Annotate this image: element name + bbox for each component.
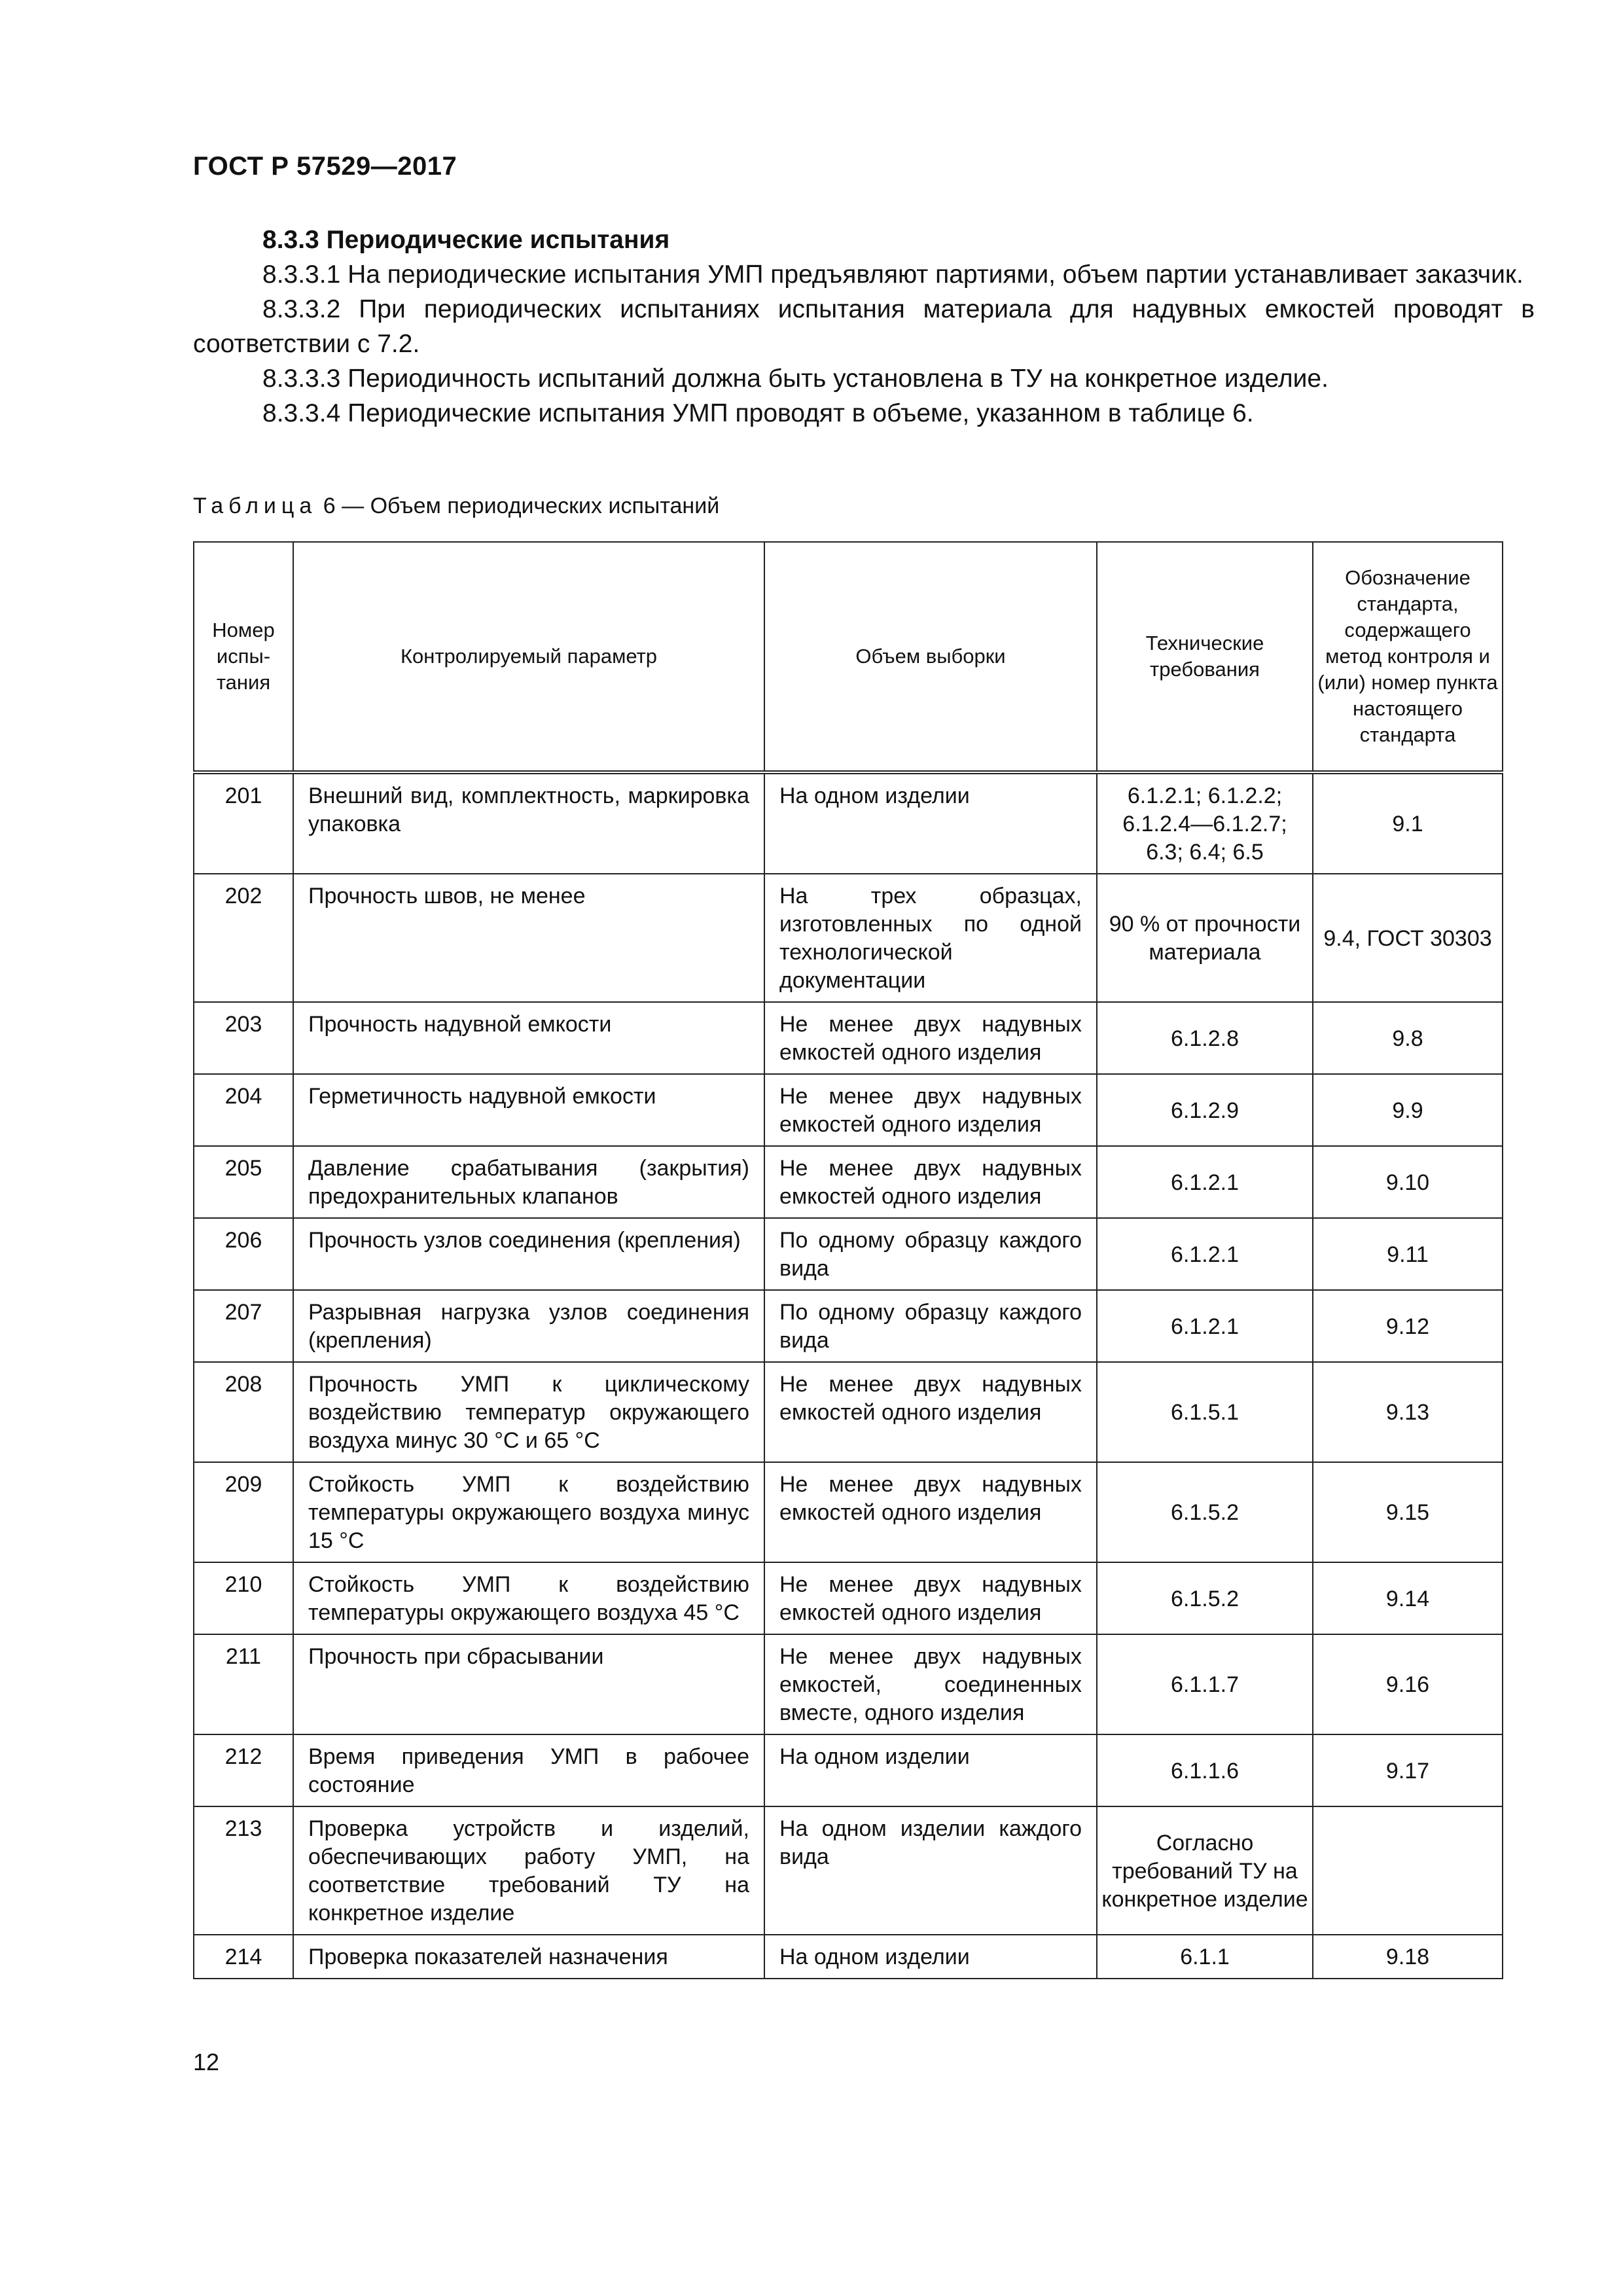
standard-reference: 9.16 — [1313, 1634, 1503, 1734]
document-code: ГОСТ Р 57529—2017 — [193, 152, 457, 181]
controlled-parameter: Давление срабатывания (закрытия) предохранительных клапанов — [293, 1146, 764, 1218]
table-header-row — [194, 542, 1503, 772]
table-row — [194, 1806, 1503, 1935]
header-sample-volume: Объем выборки — [764, 542, 1097, 772]
test-number: 206 — [194, 1218, 293, 1290]
standard-reference: 9.17 — [1313, 1734, 1503, 1806]
table-row — [194, 1362, 1503, 1462]
header-technical-requirements: Технические требования — [1097, 542, 1313, 772]
technical-requirements: 90 % от прочности материала — [1097, 874, 1313, 1002]
technical-requirements: 6.1.5.1 — [1097, 1362, 1313, 1462]
test-number: 208 — [194, 1362, 293, 1462]
table-caption — [193, 493, 719, 519]
paragraph-8-3-3-1: 8.3.3.1 На периодические испытания УМП предъявляют партиями, объем партии устанавливает заказчик. — [262, 260, 1524, 289]
test-number: 212 — [194, 1734, 293, 1806]
sample-volume: На одном изделии каждого вида — [764, 1806, 1097, 1935]
test-number: 207 — [194, 1290, 293, 1362]
technical-requirements: 6.1.1.7 — [1097, 1634, 1313, 1734]
table-caption-text: 6 — Объем периодических испытаний — [323, 493, 720, 518]
sample-volume: По одному образцу каждого вида — [764, 1290, 1097, 1362]
table-row — [194, 1146, 1503, 1218]
controlled-parameter: Прочность надувной емкости — [293, 1002, 764, 1074]
section-8-3-3 — [193, 223, 1535, 431]
standard-reference: 9.14 — [1313, 1562, 1503, 1634]
technical-requirements: 6.1.2.1; 6.1.2.2; 6.1.2.4—6.1.2.7; 6.3; 6.4; 6.5 — [1097, 772, 1313, 874]
sample-volume: На одном изделии — [764, 1935, 1097, 1979]
table-row — [194, 1218, 1503, 1290]
sample-volume: На трех образцах, изготовленных по одной технологической документации — [764, 874, 1097, 1002]
table-caption-label: Таблица — [193, 493, 317, 518]
paragraph-8-3-3-3: 8.3.3.3 Периодичность испытаний должна быть установлена в ТУ на конкретное изделие. — [262, 365, 1329, 393]
sample-volume: На одном изделии — [764, 1734, 1097, 1806]
sample-volume: На одном изделии — [764, 772, 1097, 874]
standard-reference: 9.4, ГОСТ 30303 — [1313, 874, 1503, 1002]
header-standard-reference: Обозначение стандарта, содержащего метод контроля и (или) номер пункта настоящего стандарта — [1313, 542, 1503, 772]
standard-reference: 9.9 — [1313, 1074, 1503, 1146]
standard-reference: 9.13 — [1313, 1362, 1503, 1462]
technical-requirements: 6.1.1 — [1097, 1935, 1313, 1979]
technical-requirements: 6.1.2.1 — [1097, 1290, 1313, 1362]
controlled-parameter: Стойкость УМП к воздействию температуры окружающего воздуха минус 15 °С — [293, 1462, 764, 1562]
controlled-parameter: Время приведения УМП в рабочее состояние — [293, 1734, 764, 1806]
standard-reference: 9.10 — [1313, 1146, 1503, 1218]
standard-reference: 9.8 — [1313, 1002, 1503, 1074]
sample-volume: Не менее двух надувных емкостей одного изделия — [764, 1462, 1097, 1562]
test-number: 205 — [194, 1146, 293, 1218]
technical-requirements: Согласно требований ТУ на конкретное изделие — [1097, 1806, 1313, 1935]
controlled-parameter: Герметичность надувной емкости — [293, 1074, 764, 1146]
controlled-parameter: Прочность УМП к циклическому воздействию температур окружающего воздуха минус 30 °С и 65 °С — [293, 1362, 764, 1462]
test-number: 214 — [194, 1935, 293, 1979]
test-number: 211 — [194, 1634, 293, 1734]
controlled-parameter: Прочность узлов соединения (крепления) — [293, 1218, 764, 1290]
technical-requirements: 6.1.2.9 — [1097, 1074, 1313, 1146]
test-number: 203 — [194, 1002, 293, 1074]
test-number: 209 — [194, 1462, 293, 1562]
sample-volume: Не менее двух надувных емкостей одного изделия — [764, 1074, 1097, 1146]
table-row — [194, 1002, 1503, 1074]
standard-reference: 9.1 — [1313, 772, 1503, 874]
table-row — [194, 1074, 1503, 1146]
sample-volume: По одному образцу каждого вида — [764, 1218, 1097, 1290]
header-controlled-parameter: Контролируемый параметр — [293, 542, 764, 772]
controlled-parameter: Прочность при сбрасывании — [293, 1634, 764, 1734]
standard-reference: 9.18 — [1313, 1935, 1503, 1979]
standard-reference: 9.11 — [1313, 1218, 1503, 1290]
controlled-parameter: Разрывная нагрузка узлов соединения (крепления) — [293, 1290, 764, 1362]
technical-requirements: 6.1.2.1 — [1097, 1146, 1313, 1218]
technical-requirements: 6.1.5.2 — [1097, 1462, 1313, 1562]
paragraph-8-3-3-2: 8.3.3.2 При периодических испытаниях испытания материала для надувных емкостей проводят в соответствии с 7.2. — [193, 295, 1535, 358]
table-row — [194, 1634, 1503, 1734]
table-row — [194, 1734, 1503, 1806]
test-number: 210 — [194, 1562, 293, 1634]
test-number: 201 — [194, 772, 293, 874]
table-row — [194, 1562, 1503, 1634]
standard-reference: 9.12 — [1313, 1290, 1503, 1362]
standard-reference — [1313, 1806, 1503, 1935]
header-test-number: Номер испы-тания — [194, 542, 293, 772]
controlled-parameter: Прочность швов, не менее — [293, 874, 764, 1002]
test-number: 204 — [194, 1074, 293, 1146]
sample-volume: Не менее двух надувных емкостей одного изделия — [764, 1146, 1097, 1218]
sample-volume: Не менее двух надувных емкостей одного изделия — [764, 1362, 1097, 1462]
table-row — [194, 1290, 1503, 1362]
technical-requirements: 6.1.5.2 — [1097, 1562, 1313, 1634]
table-row — [194, 772, 1503, 874]
standard-reference: 9.15 — [1313, 1462, 1503, 1562]
controlled-parameter: Стойкость УМП к воздействию температуры окружающего воздуха 45 °С — [293, 1562, 764, 1634]
sample-volume: Не менее двух надувных емкостей, соединенных вместе, одного изделия — [764, 1634, 1097, 1734]
technical-requirements: 6.1.1.6 — [1097, 1734, 1313, 1806]
table-row — [194, 1935, 1503, 1979]
section-title: 8.3.3 Периодические испытания — [262, 226, 670, 254]
test-number: 213 — [194, 1806, 293, 1935]
periodic-tests-table — [193, 541, 1503, 1979]
sample-volume: Не менее двух надувных емкостей одного изделия — [764, 1002, 1097, 1074]
controlled-parameter: Проверка показателей назначения — [293, 1935, 764, 1979]
controlled-parameter: Внешний вид, комплектность, маркировка упаковка — [293, 772, 764, 874]
sample-volume: Не менее двух надувных емкостей одного изделия — [764, 1562, 1097, 1634]
table-row — [194, 1462, 1503, 1562]
technical-requirements: 6.1.2.8 — [1097, 1002, 1313, 1074]
table-row — [194, 874, 1503, 1002]
technical-requirements: 6.1.2.1 — [1097, 1218, 1313, 1290]
page-number: 12 — [193, 2049, 220, 2075]
paragraph-8-3-3-4: 8.3.3.4 Периодические испытания УМП проводят в объеме, указанном в таблице 6. — [262, 399, 1254, 427]
test-number: 202 — [194, 874, 293, 1002]
controlled-parameter: Проверка устройств и изделий, обеспечивающих работу УМП, на соответствие требований ТУ на конкретное изделие — [293, 1806, 764, 1935]
